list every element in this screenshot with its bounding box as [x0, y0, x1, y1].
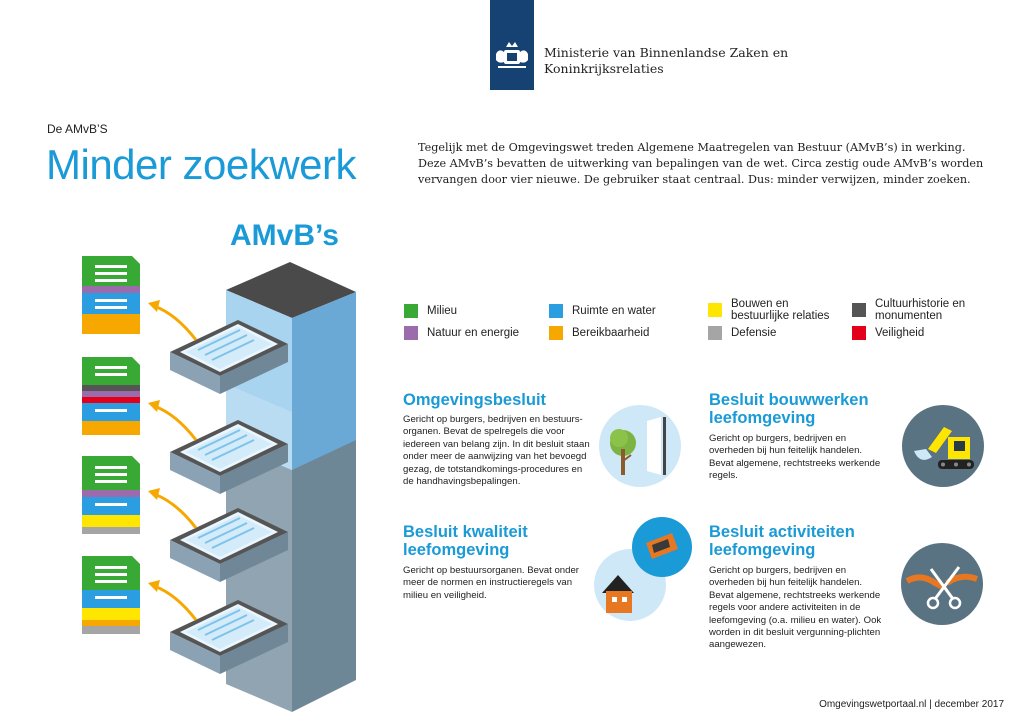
- legend-swatch: [852, 326, 866, 340]
- legend-label: Bereikbaarheid: [572, 327, 650, 339]
- scissors-ribbon-icon: [901, 543, 983, 625]
- document-3: [82, 456, 140, 534]
- section-title-line-1: Besluit bouwwerken: [709, 391, 869, 409]
- legend-item-bouwen: [708, 298, 829, 322]
- arrowhead-3: [148, 488, 160, 500]
- houses-icon: [594, 515, 694, 625]
- arrowhead-4: [148, 580, 160, 592]
- document-1: [82, 256, 140, 334]
- section-title-line-2: leefomgeving: [709, 541, 816, 559]
- legend-swatch: [852, 303, 866, 317]
- arrow-1: [154, 306, 196, 340]
- legend-swatch: [708, 303, 722, 317]
- legend-label-line-2: monumenten: [875, 310, 943, 322]
- legend-label: [875, 298, 965, 322]
- arrowhead-2: [148, 400, 160, 412]
- legend-swatch: [549, 304, 563, 318]
- arrow-2: [154, 406, 196, 440]
- page-title: Minder zoekwerk: [46, 141, 356, 188]
- legend-item-defensie: [708, 326, 776, 340]
- ministry-line-2: Koninkrijksrelaties: [544, 61, 664, 76]
- coat-of-arms-icon: [490, 0, 534, 90]
- legend-label-line-1: Bouwen en: [731, 298, 789, 310]
- section-title-kwaliteit: [403, 523, 528, 559]
- section-body-kwaliteit: Gericht op bestuursorganen. Bevat onder meer de normen en instructieregels van milieu en veiligheid.: [403, 565, 579, 601]
- section-body-activiteiten: Gericht op burgers, bedrijven en overheden bij hun feitelijk handelen. Bevat algemene, rechtstreeks werkende regels voor andere activiteiten in de leefomgeving (o.a. milieu en water). Ook worden in dit besluit vergunning-plichten aangewezen.: [709, 565, 882, 651]
- kicker: De AMvB’S: [47, 122, 108, 136]
- legend: [404, 300, 1004, 350]
- legend-swatch: [404, 304, 418, 318]
- legend-swatch: [549, 326, 563, 340]
- section-title-line-2: leefomgeving: [403, 541, 510, 559]
- section-title-line-1: Besluit kwaliteit: [403, 523, 528, 541]
- legend-label: Ruimte en water: [572, 305, 656, 317]
- ministry-line-1: Ministerie van Binnenlandse Zaken en: [544, 45, 789, 60]
- legend-label: Milieu: [427, 305, 458, 317]
- ministry-name: [544, 45, 788, 77]
- intro-text: Tegelijk met de Omgevingswet treden Algemene Maatregelen van Bestuur (AMvB’s) in werking. Deze AMvB’s bevatten de uitwerking van bepalingen van de wet. Circa zestig oude AMvB’s worden vervangen door vier nieuwe. De gebruiker staat centraal. Dus: minder verwijzen, minder zoeken.: [418, 141, 984, 186]
- section-title-line-2: leefomgeving: [709, 409, 816, 427]
- legend-item-cultuurhistorie: [852, 298, 965, 322]
- excavator-icon: [902, 405, 984, 487]
- section-body-omgevingsbesluit: Gericht op burgers, bedrijven en bestuurs-organen. Bevat de spelregels die voor iedereen van belang zijn. In dit besluit staan onder meer de aanwijzing van het bevoegd gezag, de totstandkomings-procedures en de handhavingsbepalingen.: [403, 414, 590, 488]
- filing-cabinet-illustration: [0, 0, 400, 724]
- legend-item-ruimte: [549, 304, 656, 318]
- arrow-3: [154, 494, 196, 528]
- legend-label: Veiligheid: [875, 327, 925, 339]
- document-4: [82, 556, 140, 634]
- legend-label: Defensie: [731, 327, 777, 339]
- tree-facade-icon: [599, 405, 681, 487]
- section-title-line-1: Besluit activiteiten: [709, 523, 855, 541]
- legend-swatch: [708, 326, 722, 340]
- section-title-bouwwerken: [709, 391, 869, 427]
- legend-label: [731, 298, 829, 322]
- arrow-4: [154, 586, 196, 620]
- government-logo-bar: [490, 0, 534, 90]
- legend-item-milieu: [404, 304, 457, 318]
- section-title-activiteiten: [709, 523, 855, 559]
- legend-label-line-2: bestuurlijke relaties: [731, 310, 830, 322]
- arrowhead-1: [148, 300, 160, 312]
- section-body-bouwwerken: Gericht op burgers, bedrijven en overheden bij hun feitelijk handelen. Bevat algemene, rechtstreeks werkende regels.: [709, 433, 881, 482]
- cabinet-right-lower: [292, 440, 356, 712]
- illustration-title: AMvB’s: [230, 219, 339, 252]
- legend-item-bereikbaarheid: [549, 326, 649, 340]
- footer: Omgevingswetportaal.nl | december 2017: [819, 699, 1004, 710]
- section-title-omgevingsbesluit: Omgevingsbesluit: [403, 391, 547, 409]
- document-2: [82, 357, 140, 435]
- legend-item-veiligheid: [852, 326, 924, 340]
- legend-label: Natuur en energie: [427, 327, 520, 339]
- legend-swatch: [404, 326, 418, 340]
- legend-label-line-1: Cultuurhistorie en: [875, 298, 966, 310]
- legend-item-natuur: [404, 326, 519, 340]
